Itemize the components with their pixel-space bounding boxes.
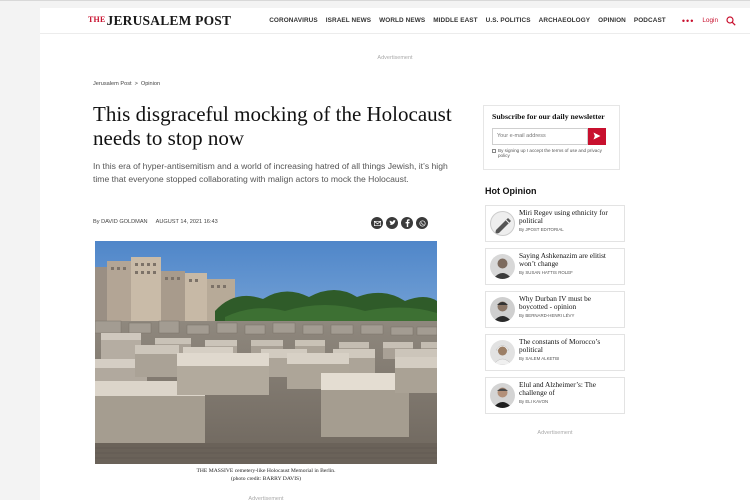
twitter-share-icon[interactable] bbox=[386, 217, 398, 229]
nav-israel-news[interactable]: ISRAEL NEWS bbox=[325, 17, 372, 24]
hot-opinion-text bbox=[519, 381, 620, 404]
hot-opinion-text bbox=[519, 338, 620, 361]
hot-opinion-headline[interactable]: Why Durban IV must be boycotted - opinion bbox=[519, 294, 592, 312]
hot-opinion-author[interactable]: By BERNARD-HENRI LÉVY bbox=[519, 312, 575, 318]
photo-caption bbox=[95, 468, 437, 483]
hot-opinion-item[interactable] bbox=[485, 291, 625, 328]
newsletter-consent bbox=[492, 148, 611, 159]
breadcrumb-opinion[interactable]: Opinion bbox=[140, 81, 161, 87]
hot-opinion-text bbox=[519, 295, 620, 318]
hot-opinion-author[interactable]: By SALEM ALKETBI bbox=[519, 355, 560, 361]
nav-coronavirus[interactable]: CORONAVIRUS bbox=[269, 17, 318, 24]
hot-opinion-item[interactable] bbox=[485, 248, 625, 285]
newsletter-form bbox=[492, 128, 611, 145]
article-photo-holocaust-memorial bbox=[95, 241, 437, 464]
hot-opinion-headline[interactable]: Elul and Alzheimer’s: The challenge of bbox=[519, 380, 596, 398]
page bbox=[40, 8, 750, 500]
hot-opinion-item[interactable] bbox=[485, 205, 625, 242]
nav-podcast[interactable]: PODCAST bbox=[633, 17, 666, 24]
article-subheadline: In this era of hyper-antisemitism and a world of increasing hatred of all things Jewish, it’s high time that everyone stopped collaborating with malign actors to mock the Holocaust. bbox=[93, 161, 448, 185]
photo-credit: (photo credit: BARRY DAVIS) bbox=[230, 475, 302, 482]
author-avatar bbox=[490, 340, 515, 365]
hot-opinion-headline[interactable]: Miri Regev using ethnicity for political bbox=[519, 208, 608, 226]
email-field[interactable]: Your e-mail address bbox=[492, 128, 588, 145]
whatsapp-share-icon[interactable] bbox=[416, 217, 428, 229]
author-name[interactable]: By DAVID GOLDMAN bbox=[93, 219, 148, 225]
search-icon[interactable] bbox=[726, 16, 736, 26]
share-buttons bbox=[371, 217, 428, 229]
site-logo[interactable] bbox=[88, 13, 231, 29]
consent-text: By signing up I accept the terms of use and privacy policy bbox=[498, 147, 602, 159]
more-menu-button[interactable]: ••• bbox=[681, 15, 695, 26]
top-border bbox=[0, 0, 750, 1]
newsletter-signup bbox=[483, 105, 620, 170]
nav-world-news[interactable]: WORLD NEWS bbox=[379, 17, 426, 24]
hot-opinion-author[interactable]: By ELI KAVON bbox=[519, 398, 549, 404]
send-arrow-icon bbox=[593, 132, 601, 140]
author-avatar bbox=[490, 297, 515, 322]
main-nav bbox=[269, 17, 666, 24]
hot-opinion-author[interactable]: By JPOST EDITORIAL bbox=[519, 226, 564, 232]
breadcrumb bbox=[93, 81, 160, 87]
nav-archaeology[interactable]: ARCHAEOLOGY bbox=[538, 17, 591, 24]
header-actions bbox=[682, 16, 736, 26]
advertisement-label-bottom: Advertisement bbox=[248, 496, 284, 500]
breadcrumb-home[interactable]: Jerusalem Post bbox=[93, 81, 132, 87]
hot-opinion-author[interactable]: By SUSAN HATTIS ROLEF bbox=[519, 269, 573, 275]
site-header bbox=[40, 8, 750, 34]
memorial-illustration bbox=[95, 241, 437, 464]
nav-us-politics[interactable]: U.S. POLITICS bbox=[485, 17, 531, 24]
caption-text: THE MASSIVE cemetery-like Holocaust Memorial in Berlin. bbox=[196, 468, 336, 474]
email-share-icon[interactable] bbox=[371, 217, 383, 229]
logo-the: THE bbox=[88, 14, 106, 24]
author-avatar bbox=[490, 383, 515, 408]
publish-date: AUGUST 14, 2021 16:43 bbox=[155, 219, 218, 225]
advertisement-label-top: Advertisement bbox=[377, 55, 413, 61]
hot-opinion-headline[interactable]: Saying Ashkenazim are elitist won’t change bbox=[519, 251, 606, 269]
logo-name: JERUSALEM POST bbox=[106, 12, 232, 28]
hot-opinion-text bbox=[519, 252, 620, 275]
hot-opinion-headline[interactable]: The constants of Morocco’s political bbox=[519, 337, 601, 355]
nav-middle-east[interactable]: MIDDLE EAST bbox=[433, 17, 478, 24]
facebook-share-icon[interactable] bbox=[401, 217, 413, 229]
nav-opinion[interactable]: OPINION bbox=[598, 17, 626, 24]
hot-opinion-item[interactable] bbox=[485, 377, 625, 414]
breadcrumb-separator: > bbox=[134, 81, 138, 87]
consent-checkbox[interactable] bbox=[492, 149, 496, 153]
byline bbox=[93, 219, 218, 225]
advertisement-label-side: Advertisement bbox=[537, 430, 573, 436]
author-avatar bbox=[490, 254, 515, 279]
newsletter-title: Subscribe for our daily newsletter bbox=[492, 112, 605, 121]
newsletter-submit-button[interactable] bbox=[588, 128, 606, 145]
hot-opinion-text bbox=[519, 209, 620, 232]
hot-opinion-item[interactable] bbox=[485, 334, 625, 371]
login-link[interactable]: Login bbox=[702, 17, 718, 24]
jpost-editorial-avatar bbox=[490, 211, 515, 236]
hot-opinion-title: Hot Opinion bbox=[485, 186, 537, 196]
article-headline: This disgraceful mocking of the Holocaust needs to stop now bbox=[93, 102, 452, 150]
